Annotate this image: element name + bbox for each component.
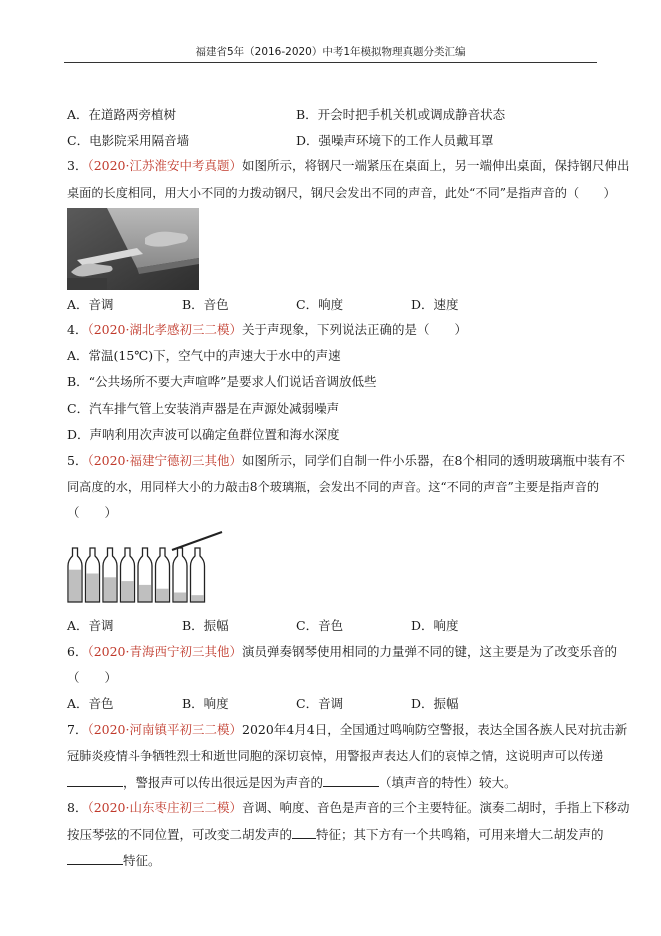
q5-option-a: A．音调 — [67, 618, 114, 633]
q7-text-3b: （填声音的特性）较大。 — [379, 775, 517, 790]
q7-text-1: 2020年4月4日，全国通过鸣响防空警报，表达全国各族人民对抗击新 — [242, 722, 628, 737]
q8-text-1: 音调、响度、音色是声音的三个主要特征。演奏二胡时，手指上下移动 — [242, 800, 630, 815]
water-level — [174, 593, 186, 603]
q4-option-c: C．汽车排气管上安装消声器是在声源处减弱噪声 — [67, 401, 340, 416]
q4-stem — [67, 321, 467, 339]
q2-option-a: A．在道路两旁植树 — [67, 107, 177, 122]
q6-option-c: C．音调 — [296, 696, 344, 711]
q8-text-2b: 特征；其下方有一个共鸣箱，可用来增大二胡发声的 — [316, 827, 604, 842]
glass-bottles-figure — [64, 528, 224, 604]
q2-option-b: B．开会时把手机关机或调成静音状态 — [296, 107, 506, 122]
q7-stem-line3 — [67, 773, 517, 792]
q6-option-b: B．响度 — [182, 696, 229, 711]
q6-number: 6． — [67, 644, 88, 659]
q6-stem-line2: （ ） — [67, 670, 118, 685]
glass-bottle — [138, 548, 152, 602]
q3-source: （2020·江苏淮安中考真题） — [87, 158, 242, 173]
q8-number: 8． — [67, 800, 88, 815]
glass-bottle — [121, 548, 135, 602]
header-divider — [64, 62, 597, 63]
q4-source: （2020·湖北孝感初三二模） — [87, 322, 242, 337]
q8-text-2a: 按压琴弦的不同位置，可改变二胡发声的 — [67, 827, 293, 842]
q3-text-1: 如图所示，将钢尺一端紧压在桌面上，另一端伸出桌面，保持钢尺伸出 — [242, 158, 630, 173]
q8-stem-line1 — [67, 799, 630, 817]
glass-bottle — [86, 548, 100, 602]
q4-number: 4． — [67, 322, 88, 337]
q5-stem-line1 — [67, 452, 625, 470]
q3-number: 3． — [67, 158, 88, 173]
q4-option-a: A．常温(15℃)下，空气中的声速大于水中的声速 — [67, 348, 341, 363]
q4-option-d: D．声呐利用次声波可以确定鱼群位置和海水深度 — [67, 427, 340, 442]
q4-text: 关于声现象，下列说法正确的是（ ） — [242, 322, 468, 337]
bottle-outline — [191, 548, 205, 602]
glass-bottle — [173, 548, 187, 602]
q8-stem-line2 — [67, 825, 604, 844]
q5-stem-line3: （ ） — [67, 505, 118, 520]
q3-stem-line1 — [67, 157, 630, 175]
q3-option-d: D．速度 — [411, 297, 459, 312]
q7-source: （2020·河南镇平初三二模） — [87, 722, 242, 737]
q8-text-3: 特征。 — [123, 853, 161, 868]
q6-text-1: 演员弹奏钢琴使用相同的力量弹不同的键，这主要是为了改变乐音的 — [242, 644, 618, 659]
glass-bottle — [191, 548, 205, 602]
q8-source: （2020·山东枣庄初三二模） — [87, 800, 242, 815]
glass-bottle — [156, 548, 170, 602]
striking-stick — [172, 532, 222, 550]
q2-option-c: C．电影院采用隔音墙 — [67, 133, 190, 148]
q7-blank-1[interactable] — [67, 773, 123, 787]
q5-text-1: 如图所示，同学们自制一件小乐器，在8个相同的透明玻璃瓶中装有不 — [242, 453, 625, 468]
q7-blank-2[interactable] — [323, 773, 379, 787]
q5-source: （2020·福建宁德初三其他） — [87, 453, 242, 468]
glass-bottle — [103, 548, 117, 602]
glass-bottle — [68, 548, 82, 602]
water-level — [87, 574, 99, 603]
q6-source: （2020·青海西宁初三其他） — [87, 644, 242, 659]
q3-stem-line2: 桌面的长度相同，用大小不同的力拨动钢尺，钢尺会发出不同的声音，此处“不同”是指声音的（ ） — [67, 186, 616, 200]
q4-option-b: B．“公共场所不要大声喧哗”是要求人们说话音调放低些 — [67, 374, 377, 389]
q7-text-3a: ，警报声可以传出很远是因为声音的 — [123, 775, 324, 790]
q5-number: 5． — [67, 453, 88, 468]
q7-number: 7． — [67, 722, 88, 737]
q6-option-d: D．振幅 — [411, 696, 459, 711]
water-level — [104, 577, 116, 602]
ruler-on-table-photo — [67, 208, 199, 290]
water-level — [139, 585, 151, 602]
q8-blank-2[interactable] — [67, 851, 123, 865]
q8-stem-line3 — [67, 851, 161, 870]
q6-option-a: A．音色 — [67, 696, 114, 711]
water-level — [157, 589, 169, 602]
q7-stem-line2: 冠肺炎疫情斗争牺牲烈士和逝世同胞的深切哀悼，用警报声表达人们的哀悼之情，这说明声可以传递 — [67, 749, 604, 763]
water-level — [192, 595, 204, 602]
page-header: 福建省5年（2016-2020）中考1年模拟物理真题分类汇编 — [195, 46, 466, 58]
q3-option-b: B．音色 — [182, 297, 229, 312]
q7-stem-line1 — [67, 721, 627, 739]
q5-option-d: D．响度 — [411, 618, 459, 633]
q3-option-a: A．音调 — [67, 297, 114, 312]
q2-option-d: D．强噪声环境下的工作人员戴耳罩 — [296, 133, 494, 148]
q5-stem-line2: 同高度的水，用同样大小的力敲击8个玻璃瓶，会发出不同的声音。这“不同的声音”主要是指声音的 — [67, 480, 600, 494]
q6-stem-line1 — [67, 643, 617, 661]
q5-option-b: B．振幅 — [182, 618, 229, 633]
water-level — [69, 570, 81, 602]
q8-blank-1[interactable] — [292, 825, 316, 839]
water-level — [122, 581, 134, 602]
q5-option-c: C．音色 — [296, 618, 344, 633]
q3-option-c: C．响度 — [296, 297, 344, 312]
